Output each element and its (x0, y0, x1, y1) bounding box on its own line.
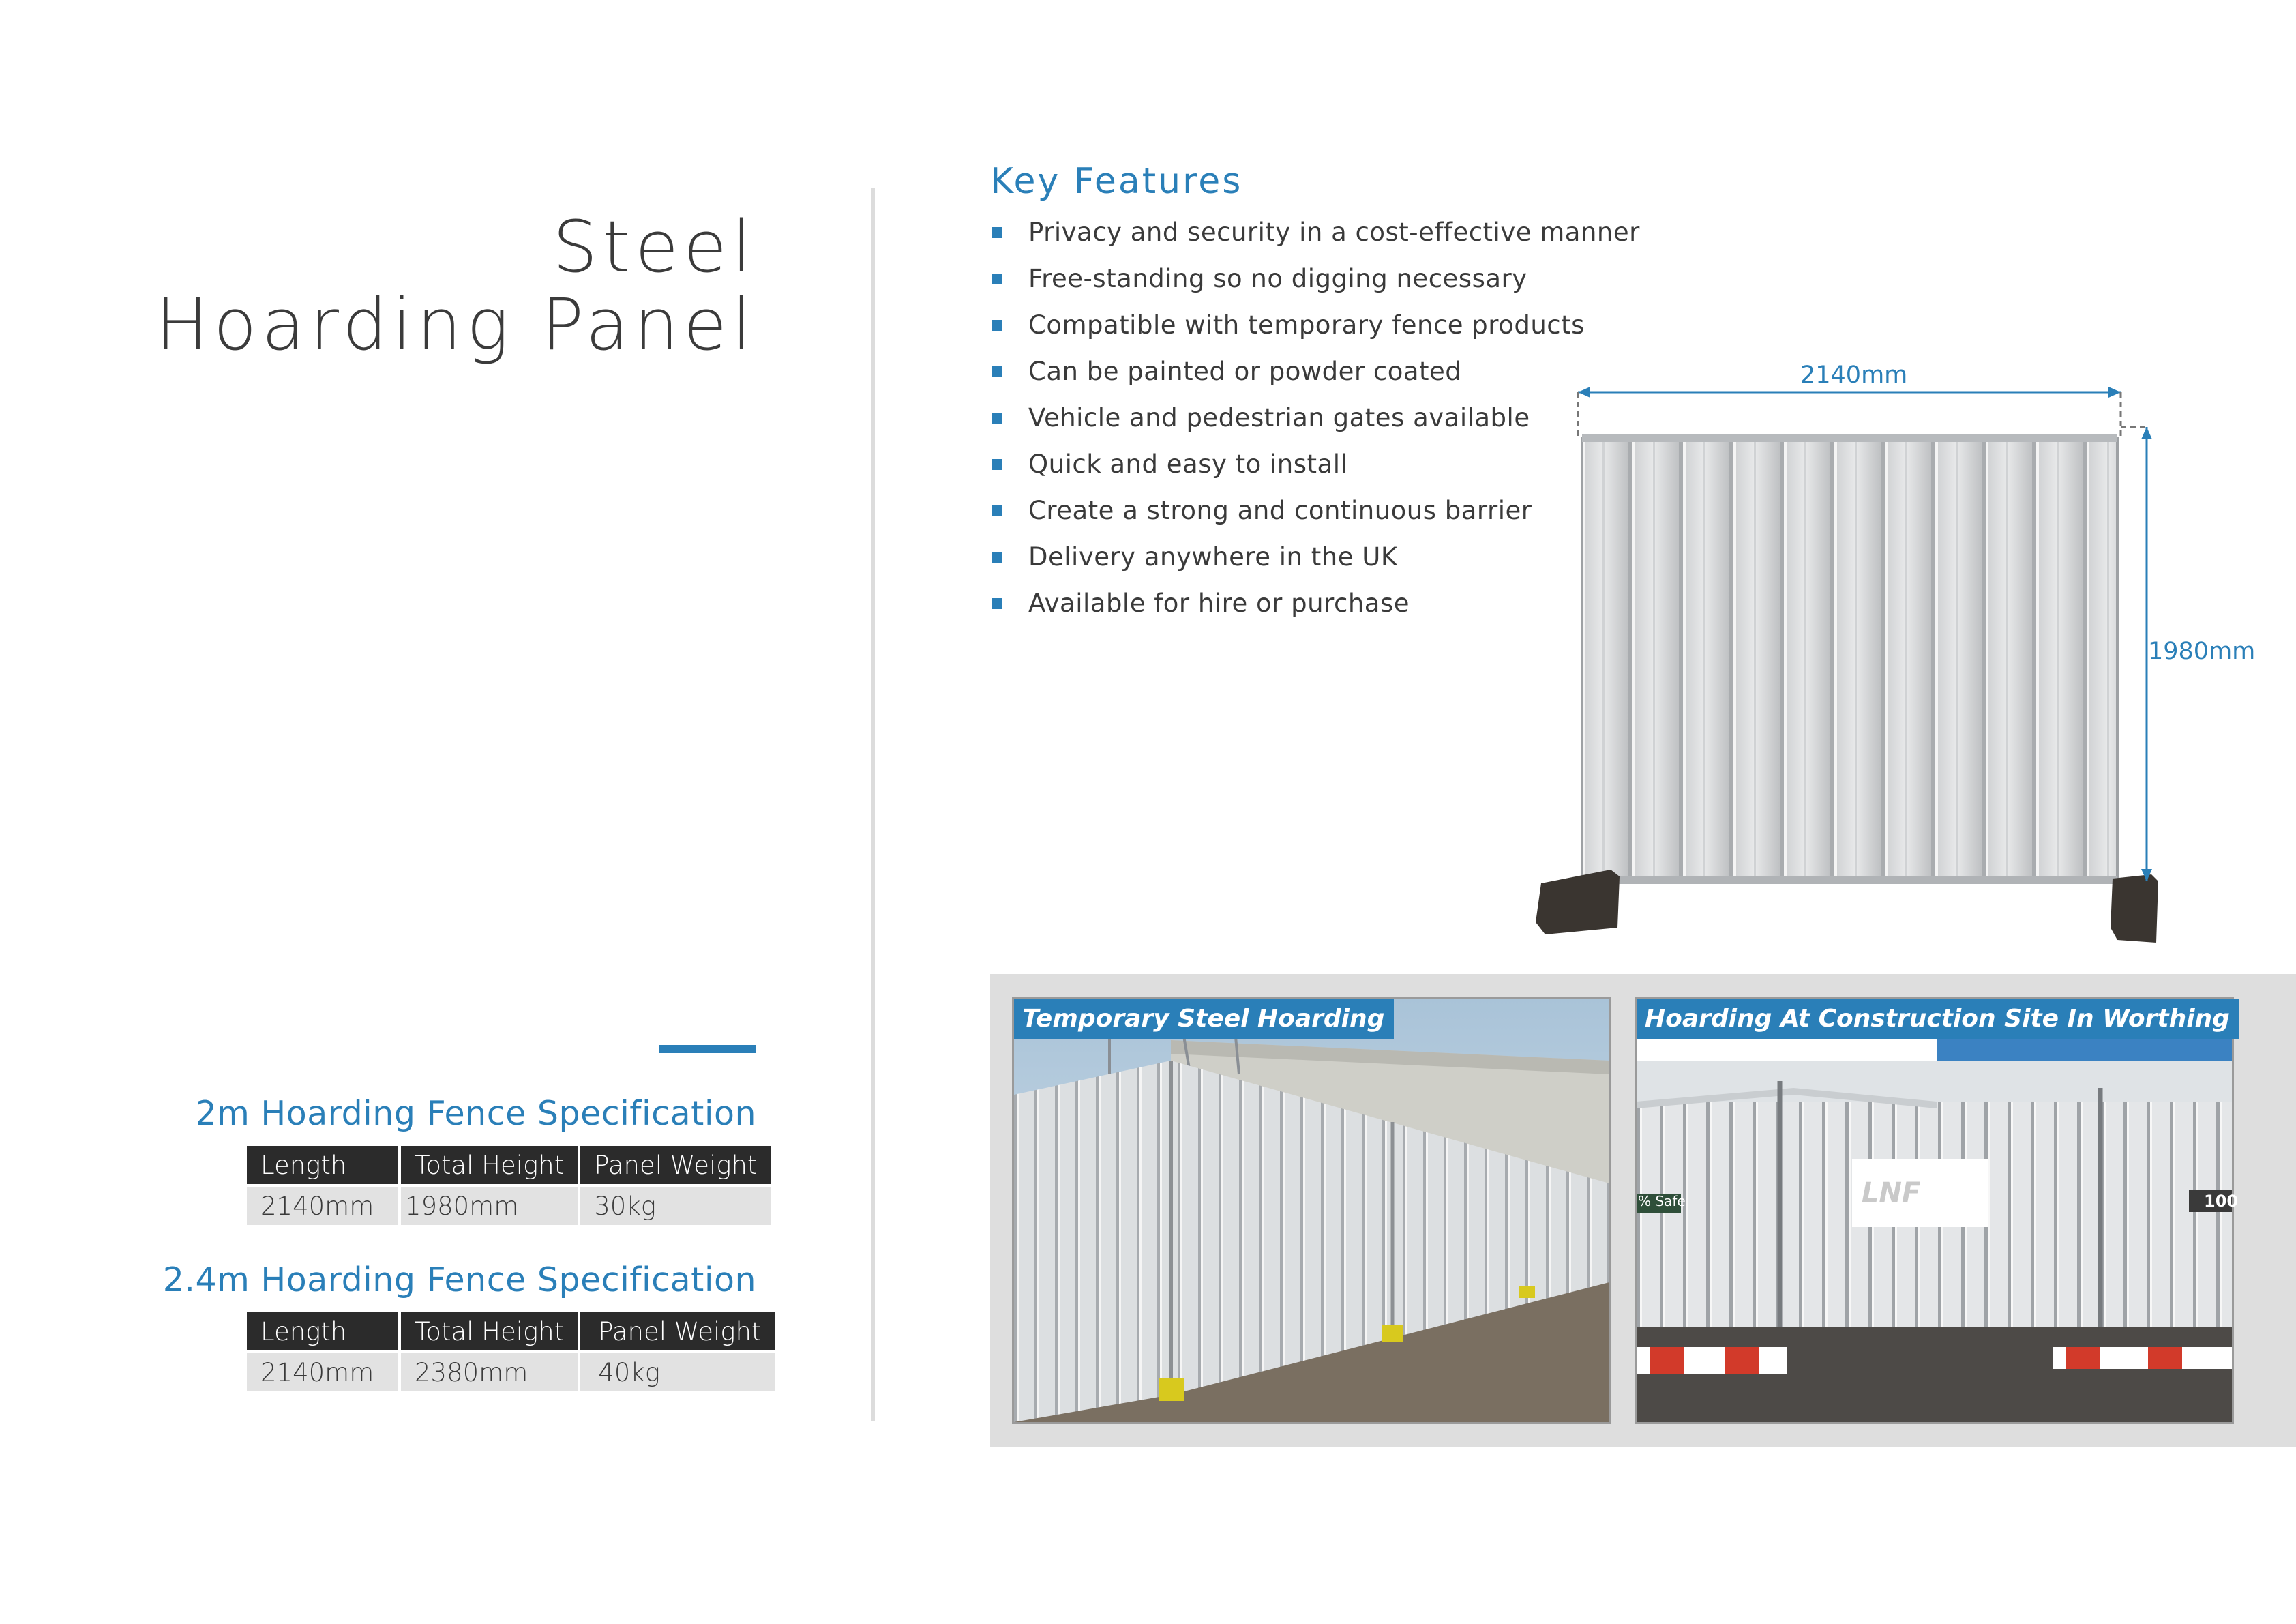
spec-header-row (247, 1312, 775, 1350)
feature-item: Create a strong and continuous barrier (990, 491, 1640, 537)
square-bullet-icon (992, 274, 1002, 284)
spec-title-2-4m: 2.4m Hoarding Fence Specification (162, 1260, 756, 1299)
feature-item: Free-standing so no digging necessary (990, 259, 1640, 306)
spec-title-2m: 2m Hoarding Fence Specification (195, 1094, 756, 1133)
photo-label: Temporary Steel Hoarding (1014, 999, 1394, 1039)
header-total-height: Total Height (401, 1146, 578, 1184)
accent-bar (659, 1045, 756, 1053)
header-panel-weight: Panel Weight (580, 1146, 771, 1184)
value-total-height: 1980mm (401, 1187, 578, 1225)
lnf-logo: LNF (1852, 1159, 1988, 1227)
header-total-height: Total Height (401, 1312, 578, 1350)
square-bullet-icon (992, 366, 1002, 377)
header-length: Length (247, 1312, 398, 1350)
photo-strip (990, 974, 2296, 1447)
value-panel-weight: 40kg (580, 1353, 775, 1391)
value-length: 2140mm (247, 1353, 398, 1391)
square-bullet-icon (992, 459, 1002, 470)
panel-diagram (1527, 361, 2296, 955)
feature-item: Delivery anywhere in the UK (990, 537, 1640, 584)
value-panel-weight: 30kg (580, 1187, 771, 1225)
hoarding-photo-1 (1014, 999, 1609, 1422)
value-length: 2140mm (247, 1187, 398, 1225)
feature-item: Available for hire or purchase (990, 584, 1640, 630)
square-bullet-icon (992, 598, 1002, 609)
vertical-divider (871, 188, 875, 1421)
feature-item: Privacy and security in a cost-effective manner (990, 213, 1640, 259)
title-line-1: Steel (552, 205, 756, 289)
square-bullet-icon (992, 505, 1002, 516)
width-dimension-label: 2140mm (1800, 361, 1908, 389)
feature-item: Can be painted or powder coated (990, 352, 1640, 398)
square-bullet-icon (992, 320, 1002, 331)
photo-construction-site-worthing (1635, 997, 2239, 1424)
header-length: Length (247, 1146, 398, 1184)
height-dimension-label: 1980mm (2148, 638, 2256, 665)
sign-safe-text: % Safe (1638, 1193, 1686, 1209)
feature-item: Vehicle and pedestrian gates available (990, 398, 1640, 445)
photo-label: Hoarding At Construction Site In Worthing (1637, 999, 2239, 1039)
spec-value-row (247, 1353, 775, 1391)
features-title: Key Features (990, 161, 1243, 202)
feature-item: Compatible with temporary fence products (990, 306, 1640, 352)
title-line-2: Hoarding Panel (155, 283, 756, 366)
photo-temporary-steel-hoarding (1012, 997, 1611, 1424)
feature-item: Quick and easy to install (990, 445, 1640, 491)
square-bullet-icon (992, 413, 1002, 424)
value-total-height: 2380mm (401, 1353, 578, 1391)
spec-value-row (247, 1187, 771, 1225)
header-panel-weight: Panel Weight (580, 1312, 775, 1350)
square-bullet-icon (992, 227, 1002, 238)
spec-header-row (247, 1146, 771, 1184)
square-bullet-icon (992, 552, 1002, 563)
spec-table-2-4m (244, 1310, 777, 1394)
page-title (155, 205, 756, 366)
spec-table-2m (244, 1143, 773, 1228)
sign-number-text: 100 (2204, 1192, 2239, 1211)
